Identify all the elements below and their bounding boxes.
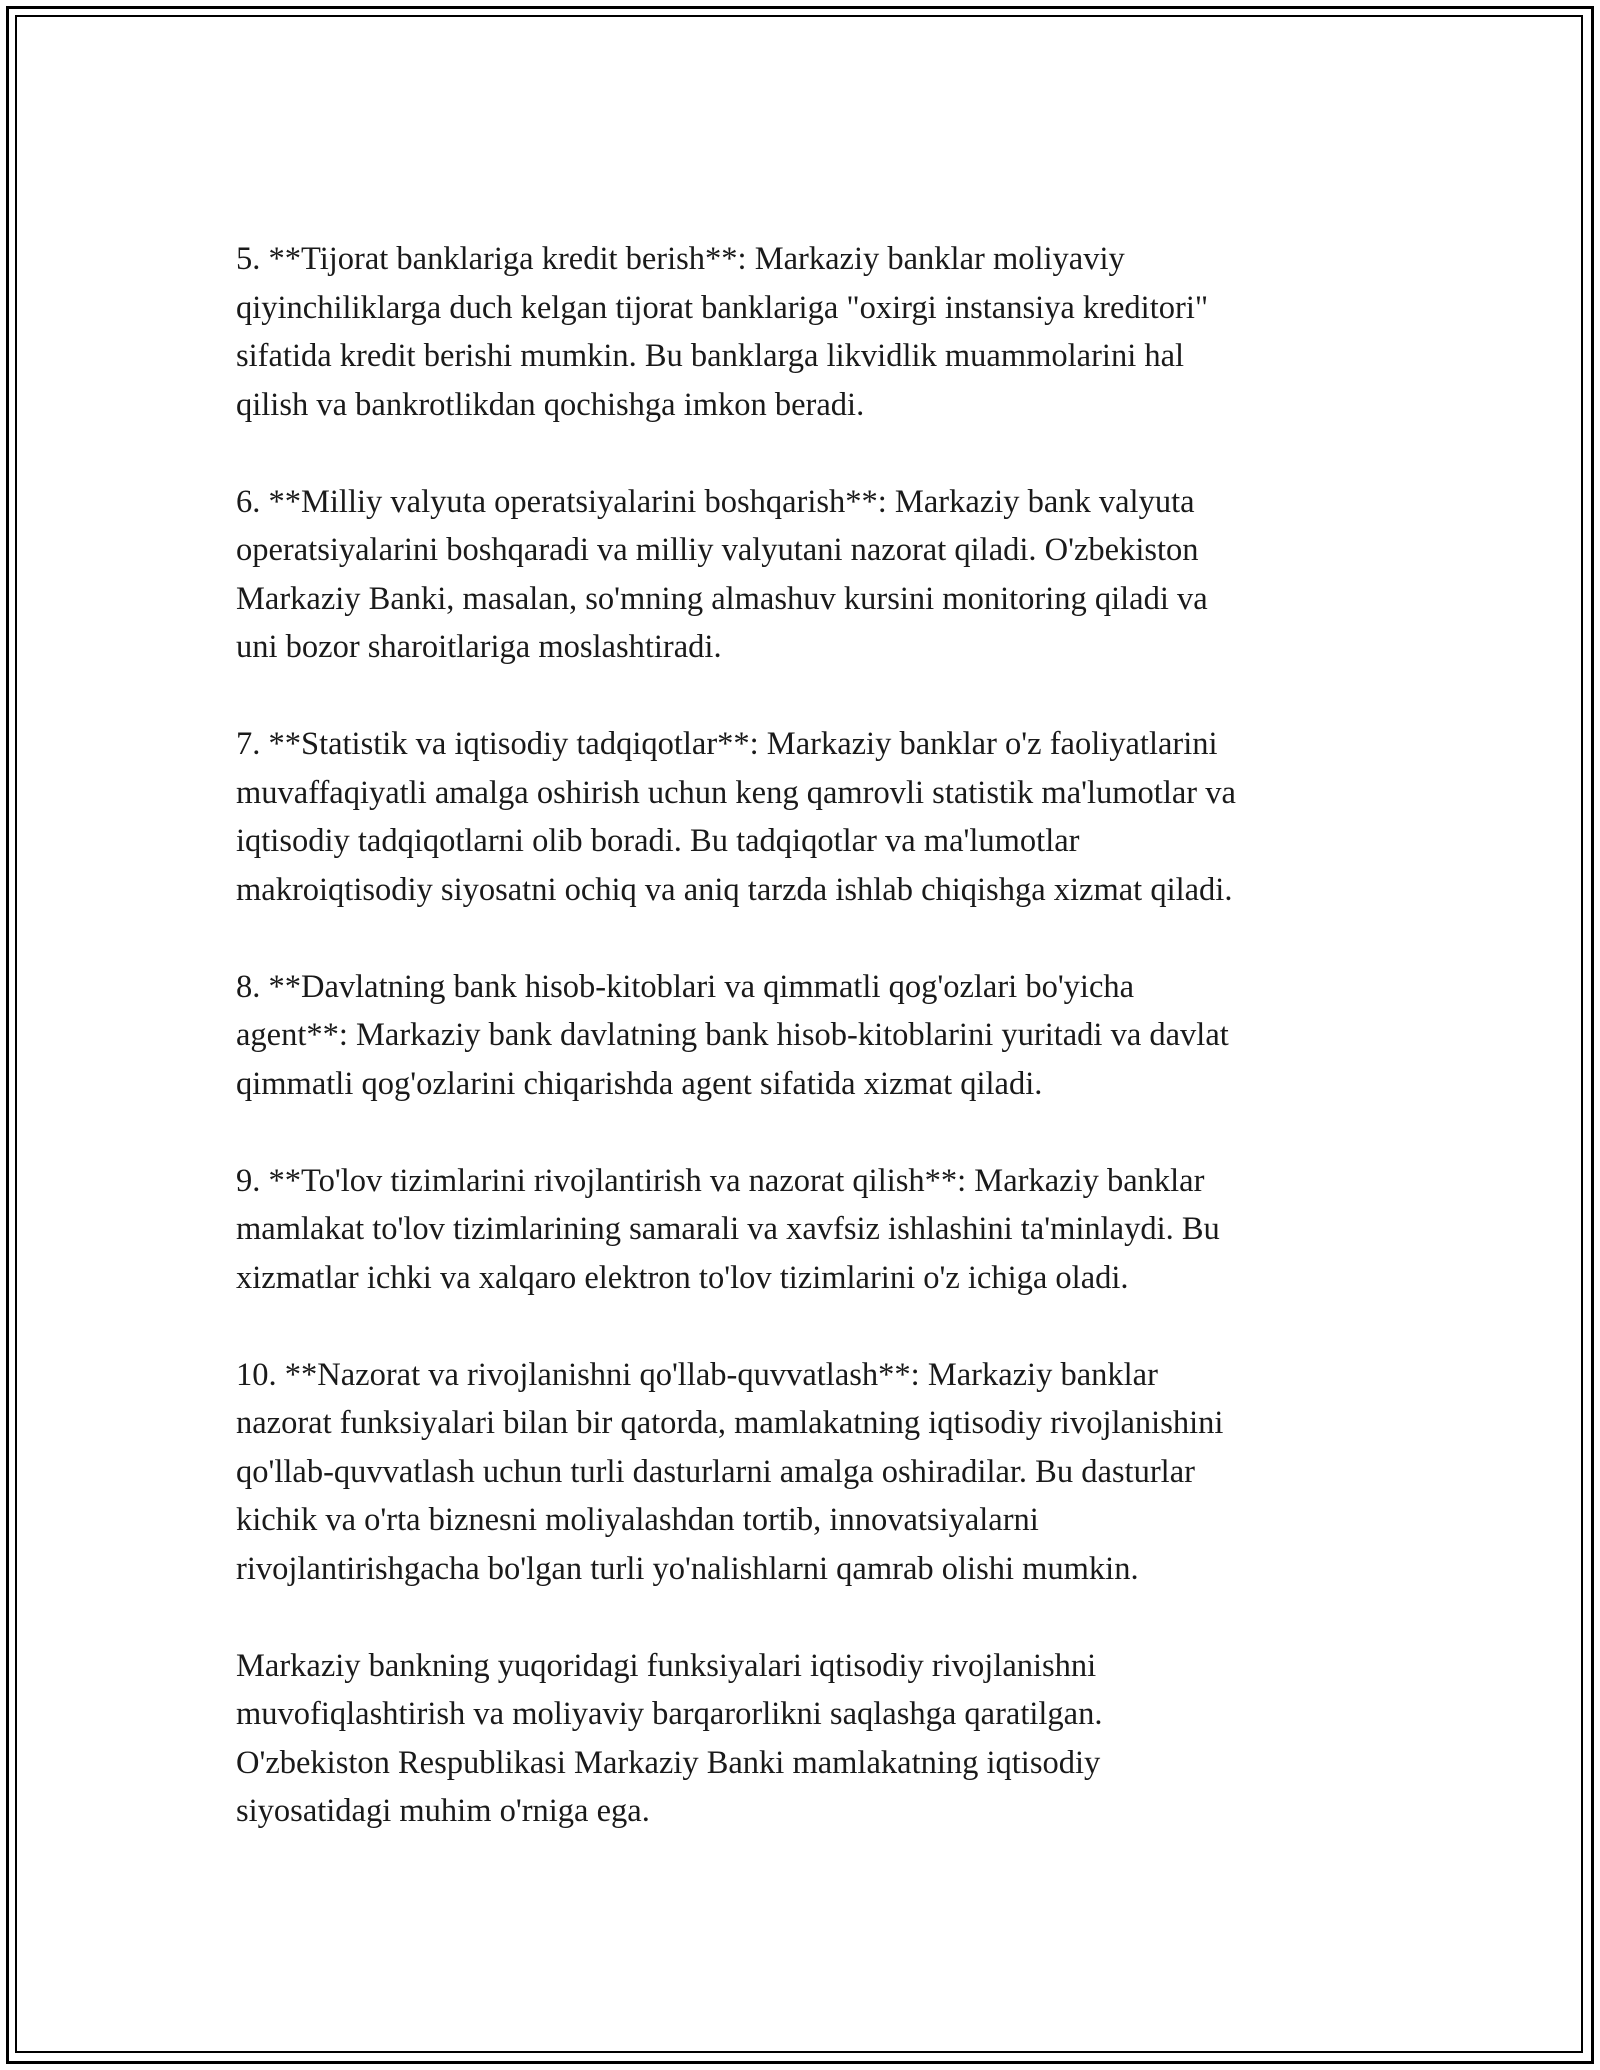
paragraph-item-5 [236,235,1396,429]
text-line: 9. **To'lov tizimlarini rivojlantirish va nazorat qilish**: Markaziy banklar [236,1162,1205,1199]
text-line: mamlakat to'lov tizimlarining samarali va xavfsiz ishlashini ta'minlaydi. Bu [236,1211,1220,1247]
text-line: Markaziy bankning yuqoridagi funksiyalari iqtisodiy rivojlanishni [236,1647,1097,1684]
paragraph-item-8 [236,963,1396,1109]
text-line: operatsiyalarini boshqaradi va milliy valyutani nazorat qiladi. O'zbekiston [236,532,1199,568]
text-line: muvaffaqiyatli amalga oshirish uchun keng qamrovli statistik ma'lumotlar va [236,774,1236,811]
text-line: muvofiqlashtirish va moliyaviy barqarorlikni saqlashga qaratilgan. [236,1696,1103,1732]
text-line: siyosatidagi muhim o'rniga ega. [236,1793,650,1829]
text-line: qo'llab-quvvatlash uchun turli dasturlarni amalga oshiradilar. Bu dasturlar [236,1453,1195,1490]
text-line: qilish va bankrotlikdan qochishga imkon beradi. [236,386,865,423]
text-line: Markaziy Banki, masalan, so'mning almashuv kursini monitoring qiladi va [236,580,1208,617]
text-line: 8. **Davlatning bank hisob-kitoblari va qimmatli qog'ozlari bo'yicha [236,968,1135,1005]
text-line: xizmatlar ichki va xalqaro elektron to'lov tizimlarini o'z ichiga oladi. [236,1259,1129,1296]
text-line: 5. **Tijorat banklariga kredit berish**: Markaziy banklar moliyaviy [236,241,1125,277]
text-line: qimmatli qog'ozlarini chiqarishda agent sifatida xizmat qiladi. [236,1065,1043,1102]
text-line: 6. **Milliy valyuta operatsiyalarini boshqarish**: Markaziy bank valyuta [236,483,1195,520]
paragraph-item-6 [236,478,1396,672]
paragraph-item-10 [236,1351,1396,1594]
text-line: rivojlantirishgacha bo'lgan turli yo'nalishlarni qamrab olishi mumkin. [236,1550,1139,1587]
text-line: qiyinchiliklarga duch kelgan tijorat banklariga "oxirgi instansiya kreditori" [236,289,1209,326]
text-line: sifatida kredit berishi mumkin. Bu banklarga likvidlik muammolarini hal [236,338,1185,374]
text-line: uni bozor sharoitlariga moslashtiradi. [236,629,722,665]
paragraph-item-7 [236,720,1396,914]
document-body [236,235,1396,1836]
paragraph-item-9 [236,1157,1396,1303]
text-line: kichik va o'rta biznesni moliyalashdan tortib, innovatsiyalarni [236,1502,1039,1538]
text-line: iqtisodiy tadqiqotlarni olib boradi. Bu tadqiqotlar va ma'lumotlar [236,823,1080,859]
text-line: nazorat funksiyalari bilan bir qatorda, mamlakatning iqtisodiy rivojlanishini [236,1405,1224,1441]
text-line: makroiqtisodiy siyosatni ochiq va aniq tarzda ishlab chiqishga xizmat qiladi. [236,871,1233,908]
text-line: 7. **Statistik va iqtisodiy tadqiqotlar**: Markaziy banklar o'z faoliyatlarini [236,726,1218,762]
text-line: 10. **Nazorat va rivojlanishni qo'llab-quvvatlash**: Markaziy banklar [236,1356,1158,1393]
paragraph-conclusion [236,1642,1396,1836]
text-line: O'zbekiston Respublikasi Markaziy Banki mamlakatning iqtisodiy [236,1744,1101,1781]
text-line: agent**: Markaziy bank davlatning bank hisob-kitoblarini yuritadi va davlat [236,1017,1229,1053]
